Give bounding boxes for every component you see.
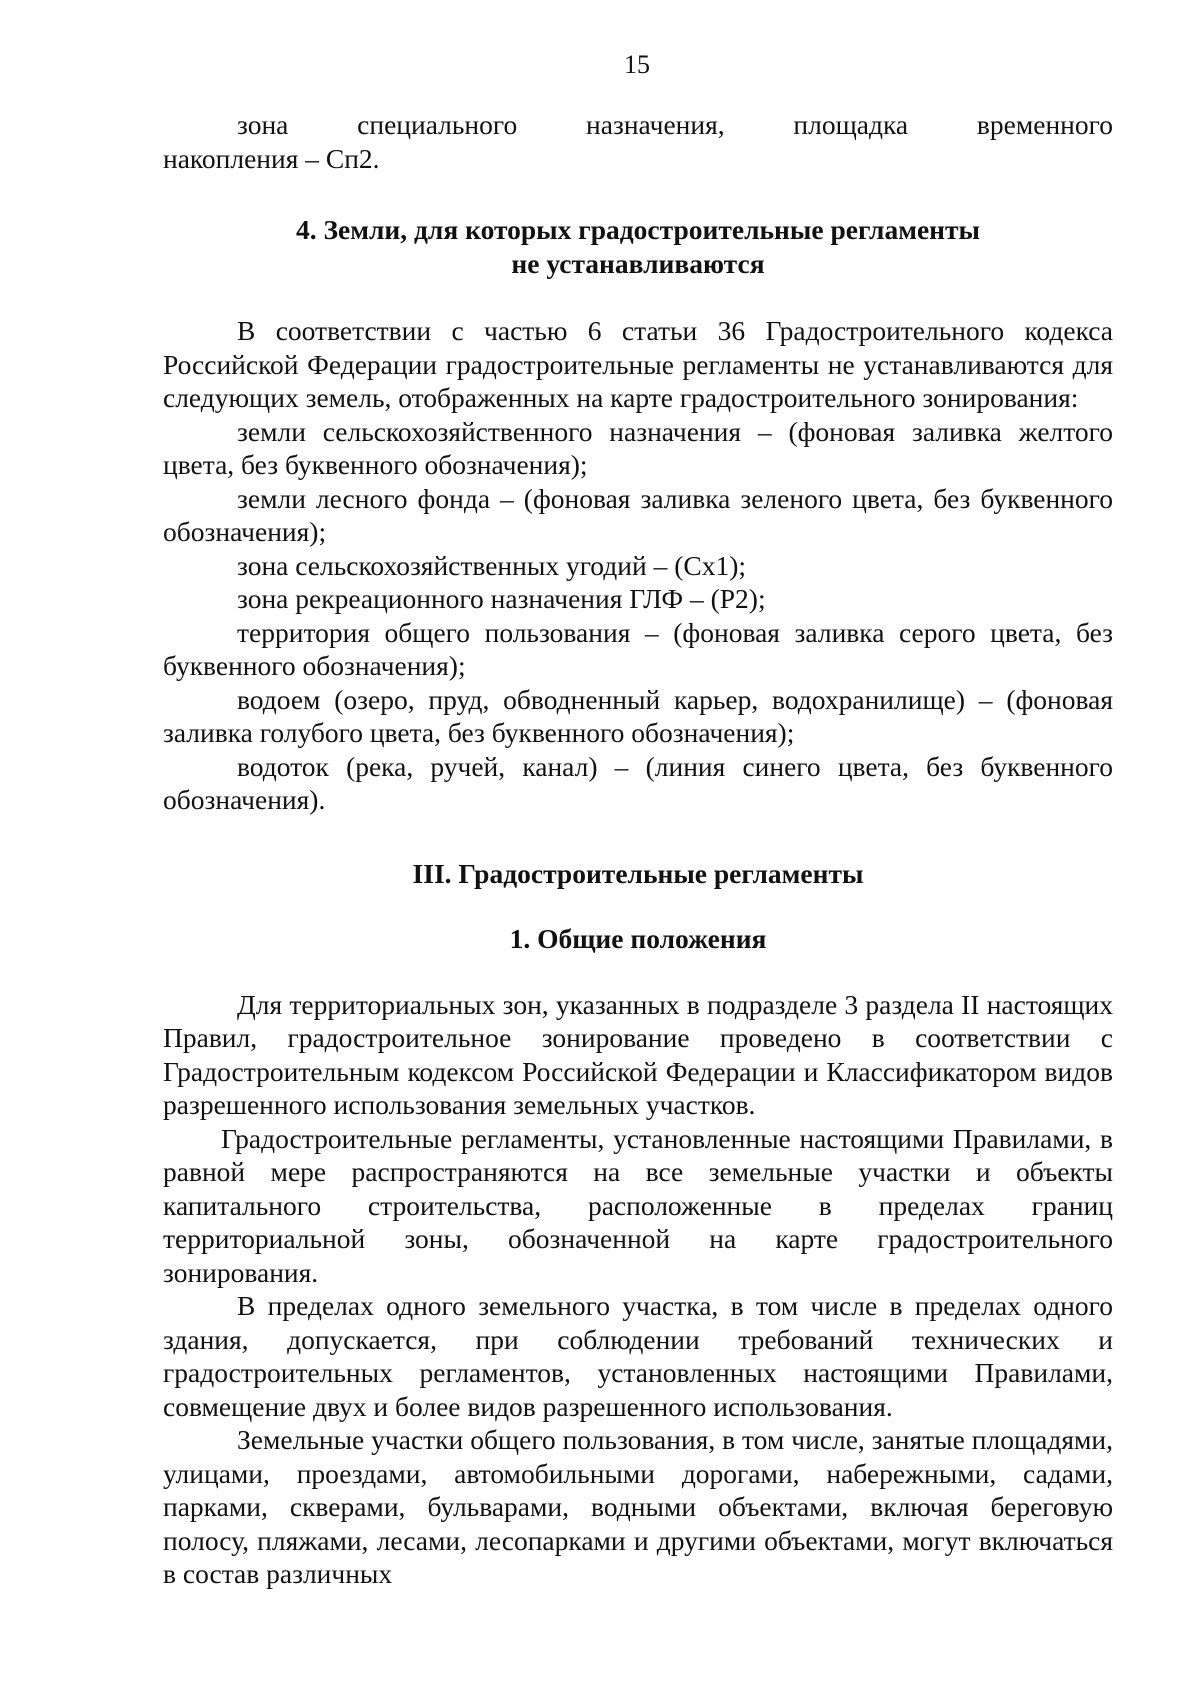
paragraph: В пределах одного земельного участка, в том числе в пределах одного здания, допускается, при соблюдении требований технических и градостроительных регламентов, установленных настоящими Правилами, совмещение двух и более видов разрешенного использования. (163, 1290, 1113, 1422)
intro-word: назначения, (586, 109, 725, 140)
list-item: зона сельскохозяйственных угодий – (Сх1); (237, 549, 746, 581)
section-4-heading-line2: не устанавливаются (511, 247, 765, 279)
intro-word: зона (237, 109, 289, 140)
intro-first-line (163, 108, 1113, 142)
paragraph: Земельные участки общего пользования, в том числе, занятые площадями, улицами, проездами, автомобильными дорогами, набережными, садами, парками, скверами, бульварами, водными объектами, включая береговую полосу, пляжами, лесами, лесопарками и другими объектами, могут включаться в состав различных (163, 1424, 1113, 1589)
intro-word: специального (357, 109, 518, 140)
section-3-heading: III. Градостроительные регламенты (412, 857, 864, 889)
list-item: зона рекреационного назначения ГЛФ – (Р2); (237, 583, 766, 614)
list-item: земли сельскохозяйственного назначения – (фоновая заливка желтого цвета, без буквенного обозначения); (163, 415, 1113, 480)
list-item: водоток (река, ручей, канал) – (линия синего цвета, без буквенного обозначения). (163, 750, 1113, 815)
list-item: земли лесного фонда – (фоновая заливка зеленого цвета, без буквенного обозначения); (163, 482, 1113, 547)
section-4-heading (163, 213, 1113, 280)
paragraph: В соответствии с частью 6 статьи 36 Градостроительного кодекса Российской Федерации градостроительные регламенты не устанавливаются для следующих земель, отображенных на карте градостроительного зонирования: (163, 315, 1113, 413)
page-number: 15 (624, 50, 650, 79)
intro-continuation: накопления – Сп2. (163, 142, 380, 174)
intro-word: площадка (793, 109, 909, 140)
list-item: территория общего пользования – (фоновая заливка серого цвета, без буквенного обозначения); (163, 616, 1113, 681)
paragraph: Для территориальных зон, указанных в подразделе 3 раздела II настоящих Правил, градостроительное зонирование проведено в соответствии с Градостроительным кодексом Российской Федерации и Классификатором видов разрешенного использования земельных участков. (163, 988, 1113, 1120)
intro-word: временного (976, 109, 1113, 140)
document-body (163, 108, 1113, 1591)
paragraph: Градостроительные регламенты, установленные настоящими Правилами, в равной мере распространяются на все земельные участки и объекты капитального строительства, расположенные в пределах границ территориальной зоны, обозначенной на карте градостроительного зонирования. (163, 1122, 1113, 1288)
subsection-heading: 1. Общие положения (509, 923, 767, 954)
list-item: водоем (озеро, пруд, обводненный карьер, водохранилище) – (фоновая заливка голубого цвета, без буквенного обозначения); (163, 683, 1113, 748)
section-4-heading-line1: 4. Земли, для которых градостроительные регламенты (296, 214, 980, 245)
